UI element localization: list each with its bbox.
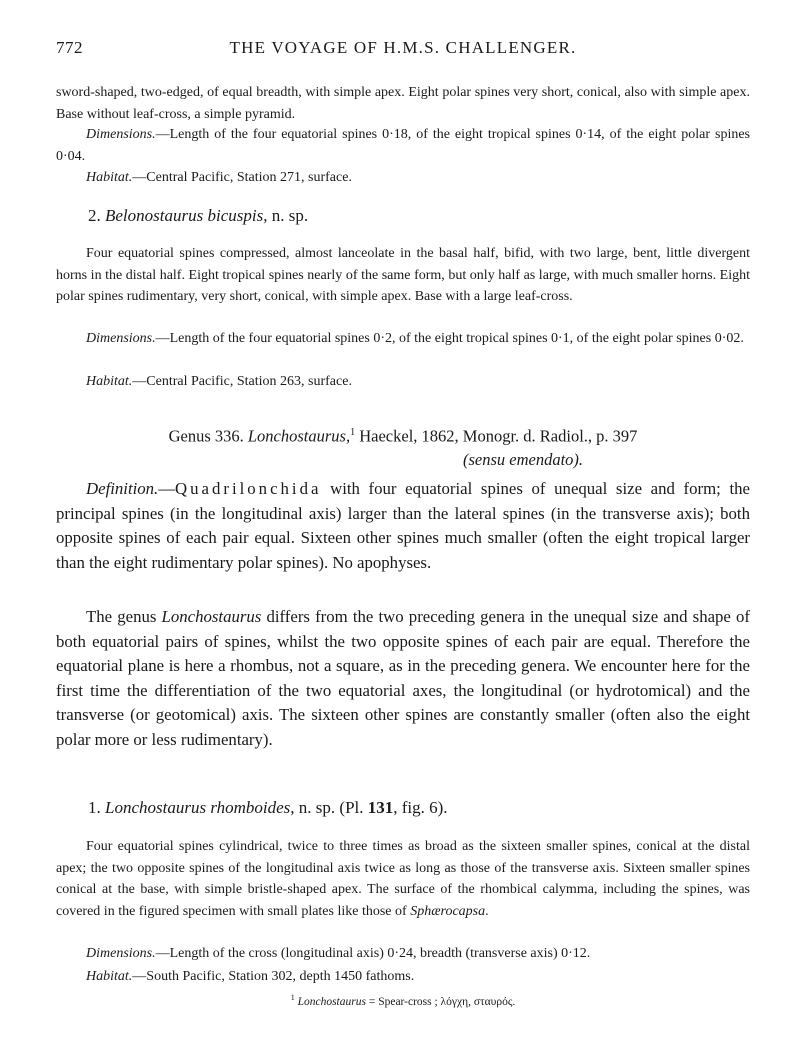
species-name: Lonchostaurus rhomboides xyxy=(105,798,291,817)
footnote: $^1$ Lonchostaurus = Spear-cross ; λόγχη, σταυρός. xyxy=(290,993,516,1008)
running-title: THE VOYAGE OF H.M.S. CHALLENGER. xyxy=(229,38,577,57)
species-name: Belonostaurus bicuspis xyxy=(105,206,264,225)
intro-habitat: Habitat.—Central Pacific, Station 271, surface. xyxy=(86,170,352,185)
habitat-label: Habitat. xyxy=(86,374,133,389)
genus-sensu: (sensu emendato). xyxy=(462,449,584,469)
dimensions-label: Dimensions. xyxy=(86,946,156,961)
species-dimensions: Dimensions.—Length of the four equatorial spines 0·2, of the eight tropical spines 0·1, of the eight polar spines 0·02. xyxy=(86,331,744,346)
running-header xyxy=(56,38,750,62)
page-number: 772 xyxy=(56,38,83,57)
plate-number: 131 xyxy=(367,798,394,817)
genus-discussion: The genus Lonchostaurus differs from the two preceding genera in the unequal size and shape of both equatorial pairs of spines, whilst the two opposite spines of each pair are equal. Therefore the equatorial plane is here a rhombus, not a square, as in the preceding genera. We encounter here for the first time the differentiation of the two equatorial axes, the longitudinal (or hydrotomical) and the transverse (or geotomical) axis. The sixteen other spines are constantly smaller (often also the eight polar more or less rudimentary). xyxy=(56,607,750,749)
species-heading-belonostaurus: 2. Belonostaurus bicuspis, n. sp. xyxy=(88,206,309,225)
genus-name: Lonchostaurus, xyxy=(247,426,351,446)
genus-definition: Definition.—Quadrilonchida with four equatorial spines of unequal size and form; the principal spines (in the longitudinal axis) larger than the lateral spines (in the transverse axis); both opposite spines of each pair equal. Sixteen other spines much smaller (often the eight tropical larger than the eight rudimentary polar spines). No apophyses. xyxy=(56,479,750,572)
species-description: Four equatorial spines compressed, almost lanceolate in the basal half, bifid, with two large, bent, little divergent horns in the distal half. Eight tropical spines nearly of the same form, but only half as large, with much smaller horns. Eight polar spines rudimentary, very short, conical, with simple apex. Base with a large leaf-cross. xyxy=(56,246,750,304)
species-habitat: Habitat.—Central Pacific, Station 263, surface. xyxy=(86,374,352,389)
group-name: Quadrilonchida xyxy=(175,479,322,498)
intro-description: sword-shaped, two-edged, of equal breadth, with simple apex. Eight polar spines very short, conical, also with simple apex. Base without leaf-cross, a simple pyramid. xyxy=(56,85,750,122)
footnote-marker: 1 xyxy=(350,427,356,438)
intro-dimensions: Dimensions.—Length of the four equatorial spines 0·18, of the eight tropical spines 0·14, of the eight polar spines 0·04. xyxy=(56,127,750,164)
habitat-label: Habitat. xyxy=(86,170,133,185)
species-habitat: Habitat.—South Pacific, Station 302, depth 1450 fathoms. xyxy=(86,969,415,984)
species-description: Four equatorial spines cylindrical, twice to three times as broad as the sixteen smaller spines, conical at the distal apex; the two opposite spines of the longitudinal axis twice as long as those of the transverse axis. Sixteen smaller spines conical at the base, with simple bristle-shaped apex. The surface of the rhombical calymma, including the spines, was covered in the figured specimen with small plates like those of Sphærocapsa. xyxy=(56,839,750,919)
species-dimensions: Dimensions.—Length of the cross (longitudinal axis) 0·24, breadth (transverse axis) 0·12. xyxy=(86,946,591,961)
species-heading-lonchostaurus: 1. Lonchostaurus rhomboides, n. sp. (Pl. 131, fig. 6). xyxy=(88,798,448,817)
definition-label: Definition. xyxy=(86,479,159,498)
habitat-label: Habitat. xyxy=(86,969,133,984)
genus-heading: Genus 336. Lonchostaurus,$^1$ Haeckel, 1862, Monogr. d. Radiol., p. 397 (sensu emendato). xyxy=(56,421,750,471)
dimensions-label: Dimensions. xyxy=(86,331,156,346)
dimensions-label: Dimensions. xyxy=(86,127,156,142)
